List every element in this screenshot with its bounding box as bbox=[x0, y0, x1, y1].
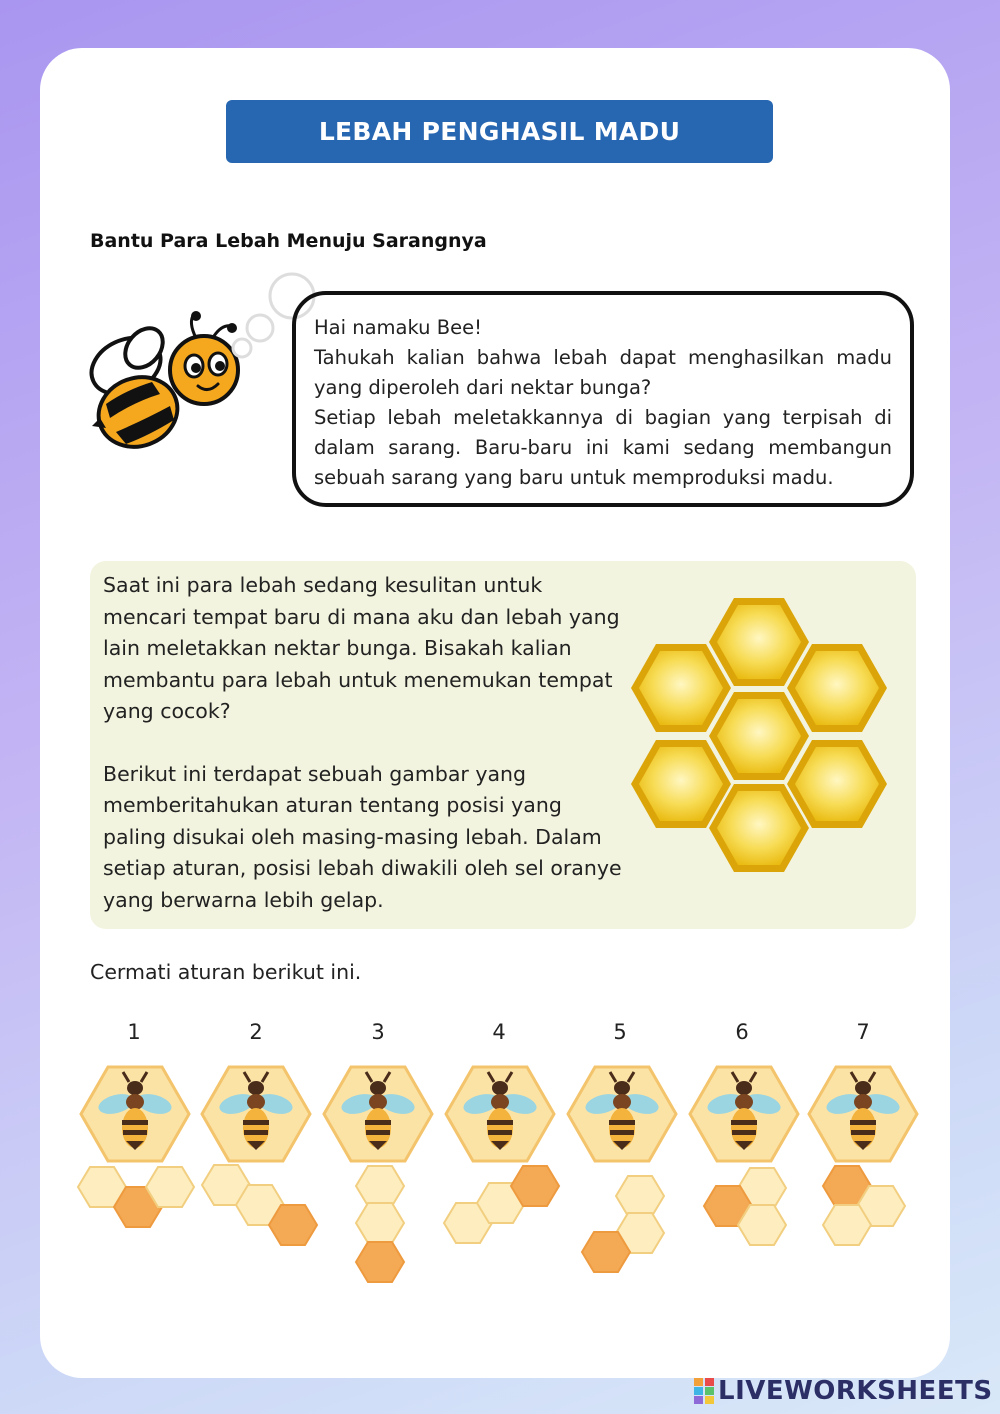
rule-number: 7 bbox=[856, 1020, 870, 1044]
brand-logo-icon bbox=[694, 1378, 714, 1404]
speech-greeting: Hai namaku Bee! bbox=[314, 316, 482, 339]
speech-bubble bbox=[292, 291, 914, 507]
speech-line-1: Tahukah kalian bahwa lebah dapat menghasilkan madu yang diperoleh dari nektar bunga? bbox=[314, 346, 892, 399]
speech-line-2: Setiap lebah meletakkannya di bagian yang terpisah di dalam sarang. Baru-baru ini kami sedang membangun sebuah sarang yang baru untuk memproduksi madu. bbox=[314, 406, 892, 489]
section-subtitle: Bantu Para Lebah Menuju Sarangnya bbox=[90, 230, 487, 252]
bee-mascot-illustration bbox=[86, 308, 246, 456]
info-paragraph-2: Berikut ini terdapat sebuah gambar yang memberitahukan aturan tentang posisi yang paling disukai oleh masing-masing lebah. Dalam setiap aturan, posisi lebah diwakili oleh sel oranye yang berwarna lebih gelap. bbox=[103, 761, 622, 912]
instruction-text: Cermati aturan berikut ini. bbox=[90, 960, 362, 984]
rule-number: 2 bbox=[249, 1020, 263, 1044]
rule-number: 1 bbox=[127, 1020, 141, 1044]
rule-number: 6 bbox=[735, 1020, 749, 1044]
page-title: LEBAH PENGHASIL MADU bbox=[226, 100, 773, 163]
info-paragraph-1: Saat ini para lebah sedang kesulitan untuk mencari tempat baru di mana aku dan lebah yang lain meletakkan nektar bunga. Bisakah kalian membantu para lebah untuk menemukan tempat yang cocok? bbox=[103, 573, 620, 723]
rule-number: 5 bbox=[613, 1020, 627, 1044]
rule-number: 3 bbox=[371, 1020, 385, 1044]
brand-name: LIVEWORKSHEETS bbox=[718, 1376, 993, 1406]
honeycomb-illustration bbox=[628, 596, 890, 876]
rule-number: 4 bbox=[492, 1020, 506, 1044]
info-text bbox=[103, 570, 623, 916]
rules-illustration bbox=[0, 1060, 1000, 1300]
brand-logo bbox=[694, 1376, 993, 1406]
